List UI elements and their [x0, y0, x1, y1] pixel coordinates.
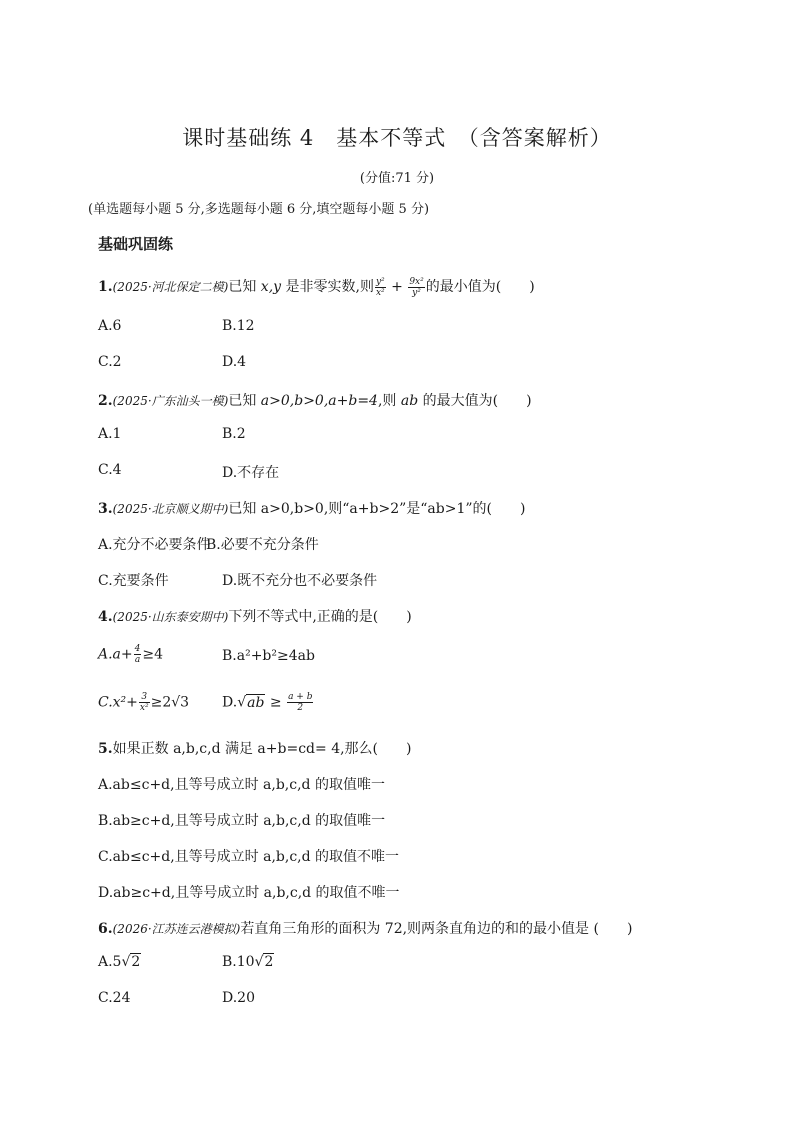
math-condition: a>0,b>0,a+b=4	[260, 393, 378, 409]
option-a: A.ab≤c+d,且等号成立时 a,b,c,d 的取值唯一	[98, 777, 385, 793]
question-number: 5.	[98, 741, 113, 757]
option-c: C.充要条件	[98, 573, 169, 589]
option-d: D.√ab ≥ $\frac{a + b}{2}$	[222, 692, 313, 713]
question-number: 1.	[98, 279, 113, 295]
option-a: A.5√2	[98, 954, 141, 970]
option-d: D.20	[222, 990, 255, 1006]
option-b: B.a²+b²≥4ab	[222, 648, 315, 664]
option-a: A.1	[98, 426, 122, 442]
fraction: $\frac{\text{y²}}{\text{x²}}$	[375, 276, 385, 298]
question-number: 2.	[98, 393, 113, 409]
question-4	[98, 606, 412, 626]
question-source: (2025·河北保定二模)	[112, 280, 229, 294]
question-text: 下列不等式中,正确的是( )	[228, 609, 412, 625]
option-b: B.10√2	[222, 954, 274, 970]
question-text: 已知	[228, 279, 261, 295]
question-2	[98, 390, 532, 410]
question-text: 如果正数 a,b,c,d 满足 a+b=cd= 4,那么( )	[112, 741, 412, 757]
question-number: 4.	[98, 609, 113, 625]
question-1	[98, 276, 535, 298]
radicand: ab	[247, 694, 265, 711]
option-b: B.必要不充分条件	[206, 537, 319, 553]
math-vars: x,y	[260, 279, 282, 295]
question-source: (2025·北京顺义期中)	[112, 502, 229, 516]
scoring-rules: (单选题每小题 5 分,多选题每小题 6 分,填空题每小题 5 分)	[88, 202, 430, 217]
fraction: $\frac{a + b}{2}$	[288, 692, 313, 713]
option-c: C.24	[98, 990, 131, 1006]
fraction: $\frac{3}{\text{x²}}$	[139, 692, 149, 713]
option-c: C.x²+ $\frac{3}{\text{x²}}$ ≥2√3	[98, 692, 190, 713]
page-title: 课时基础练 4 基本不等式 （含答案解析）	[182, 126, 612, 150]
option-c: C.4	[98, 462, 122, 478]
option-a: A.6	[98, 318, 122, 334]
question-text: 已知	[228, 393, 261, 409]
math-term: ab	[400, 393, 419, 409]
question-source: (2025·山东泰安期中)	[112, 610, 229, 624]
fraction: $\frac{4}{a}$	[134, 644, 141, 665]
question-text: 是非零实数,则	[281, 279, 374, 295]
section-heading: 基础巩固练	[98, 235, 174, 253]
question-text: 若直角三角形的面积为 72,则两条直角边的和的最小值是 ( )	[240, 921, 633, 937]
option-d: D.ab≥c+d,且等号成立时 a,b,c,d 的取值不唯一	[98, 885, 400, 901]
option-a: A.a+ $\frac{4}{a}$ ≥4	[98, 644, 164, 665]
option-b: B.ab≥c+d,且等号成立时 a,b,c,d 的取值唯一	[98, 813, 386, 829]
option-c: C.2	[98, 354, 122, 370]
question-number: 3.	[98, 501, 113, 517]
option-b: B.12	[222, 318, 255, 334]
plus-sign: +	[386, 279, 408, 295]
option-c: C.ab≤c+d,且等号成立时 a,b,c,d 的取值不唯一	[98, 849, 400, 865]
question-5	[98, 738, 411, 758]
option-d: D.4	[222, 354, 247, 370]
radicand: 2	[131, 954, 141, 970]
question-text: 已知 a>0,b>0,则“a+b>2”是“ab>1”的( )	[228, 501, 526, 517]
radicand: 2	[264, 954, 274, 970]
question-6	[98, 918, 632, 938]
option-a: A.充分不必要条件	[98, 537, 211, 553]
option-d: D.既不充分也不必要条件	[222, 573, 378, 589]
question-number: 6.	[98, 921, 113, 937]
question-source: (2025·广东汕头一模)	[112, 394, 229, 408]
fraction: $\frac{\text{9x²}}{\text{y²}}$	[409, 276, 424, 298]
question-3	[98, 498, 525, 518]
question-text: 的最小值为( )	[425, 279, 535, 295]
score-note: (分值:71 分)	[359, 171, 435, 186]
option-b: B.2	[222, 426, 246, 442]
question-text: 的最大值为( )	[418, 393, 532, 409]
question-source: (2026·江苏连云港模拟)	[112, 922, 241, 936]
option-d: D.不存在	[222, 465, 280, 481]
question-text: ,则	[377, 393, 401, 409]
